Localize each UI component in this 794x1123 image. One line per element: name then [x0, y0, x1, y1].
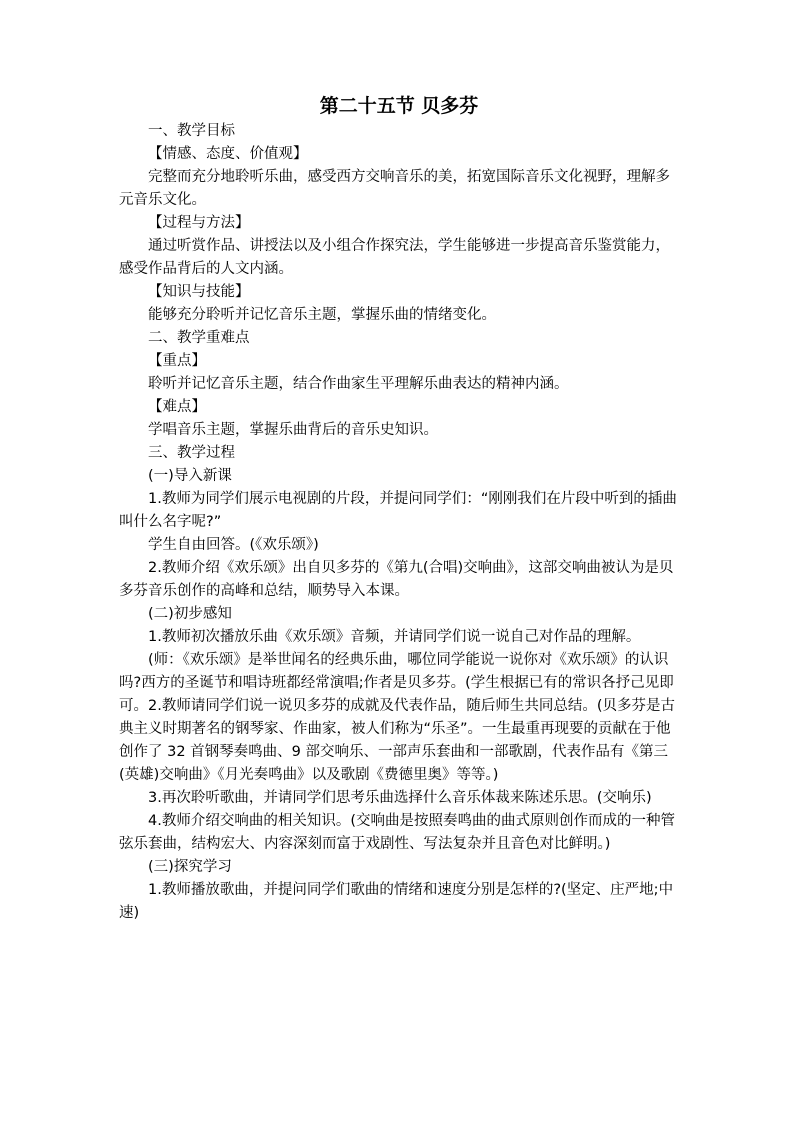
paragraph: 2.教师介绍《欢乐颂》出自贝多芬的《第九(合唱)交响曲》，这部交响曲被认为是贝多芬音乐创作的高峰和总结，顺势导入本课。	[119, 560, 674, 599]
paragraph: 3.再次聆听歌曲，并请同学们思考乐曲选择什么音乐体裁来陈述乐思。(交响乐)	[148, 790, 652, 806]
subsection-heading: (三)探究学习	[148, 859, 232, 875]
paragraph: 学唱音乐主题，掌握乐曲背后的音乐史知识。	[148, 422, 438, 438]
paragraph: 学生自由回答。(《欢乐颂》)	[148, 537, 319, 553]
subsection-heading: 【过程与方法】	[148, 215, 250, 231]
paragraph: 1.教师初次播放乐曲《欢乐颂》音频，并请同学们说一说自己对作品的理解。	[148, 629, 641, 645]
subsection-heading: 【重点】	[148, 353, 206, 369]
subsection-heading: (一)导入新课	[148, 468, 232, 484]
subsection-heading: (二)初步感知	[148, 606, 232, 622]
paragraph: (师：《欢乐颂》是举世闻名的经典乐曲，哪位同学能说一说你对《欢乐颂》的认识吗?西方的圣诞节和唱诗班都经常演唱;作者是贝多芬。(学生根据已有的常识各抒己见即可。2.教师请同学们说一说贝多芬的成就及代表作品，随后师生共同总结。(贝多芬是古典主义时期著名的钢琴家、作曲家，被人们称为“乐圣”。一生最重再现要的贡献在于他创作了 32 首钢琴奏鸣曲、9 部交响乐、一部声乐套曲和一部歌剧，代表作品有《第三(英雄)交响曲》《月光奏鸣曲》以及歌剧《费德里奥》等等。)	[119, 652, 675, 783]
section-heading: 二、教学重难点	[148, 330, 250, 346]
paragraph: 通过听赏作品、讲授法以及小组合作探究法，学生能够进一步提高音乐鉴赏能力，感受作品背后的人文内涵。	[119, 238, 670, 277]
paragraph: 能够充分聆听并记忆音乐主题，掌握乐曲的情绪变化。	[148, 307, 496, 323]
paragraph: 1.教师为同学们展示电视剧的片段，并提问同学们：“刚刚我们在片段中听到的插曲叫什么名字呢?”	[119, 491, 677, 530]
document-body	[119, 92, 679, 925]
section-heading: 一、教学目标	[148, 123, 235, 139]
paragraph: 聆听并记忆音乐主题，结合作曲家生平理解乐曲表达的精神内涵。	[148, 376, 569, 392]
paragraph: 完整而充分地聆听乐曲，感受西方交响音乐的美，拓宽国际音乐文化视野，理解多元音乐文化。	[119, 169, 670, 208]
subsection-heading: 【难点】	[148, 399, 206, 415]
subsection-heading: 【情感、态度、价值观】	[148, 146, 308, 162]
section-heading: 三、教学过程	[148, 445, 235, 461]
document-title: 第二十五节 贝多芬	[319, 95, 479, 117]
subsection-heading: 【知识与技能】	[148, 284, 250, 300]
paragraph: 1.教师播放歌曲，并提问同学们歌曲的情绪和速度分别是怎样的?(坚定、庄严地;中速)	[119, 882, 674, 921]
paragraph: 4.教师介绍交响曲的相关知识。(交响曲是按照奏鸣曲的曲式原则创作而成的一种管弦乐套曲，结构宏大、内容深刻而富于戏剧性、写法复杂并且音色对比鲜明。)	[119, 813, 675, 852]
